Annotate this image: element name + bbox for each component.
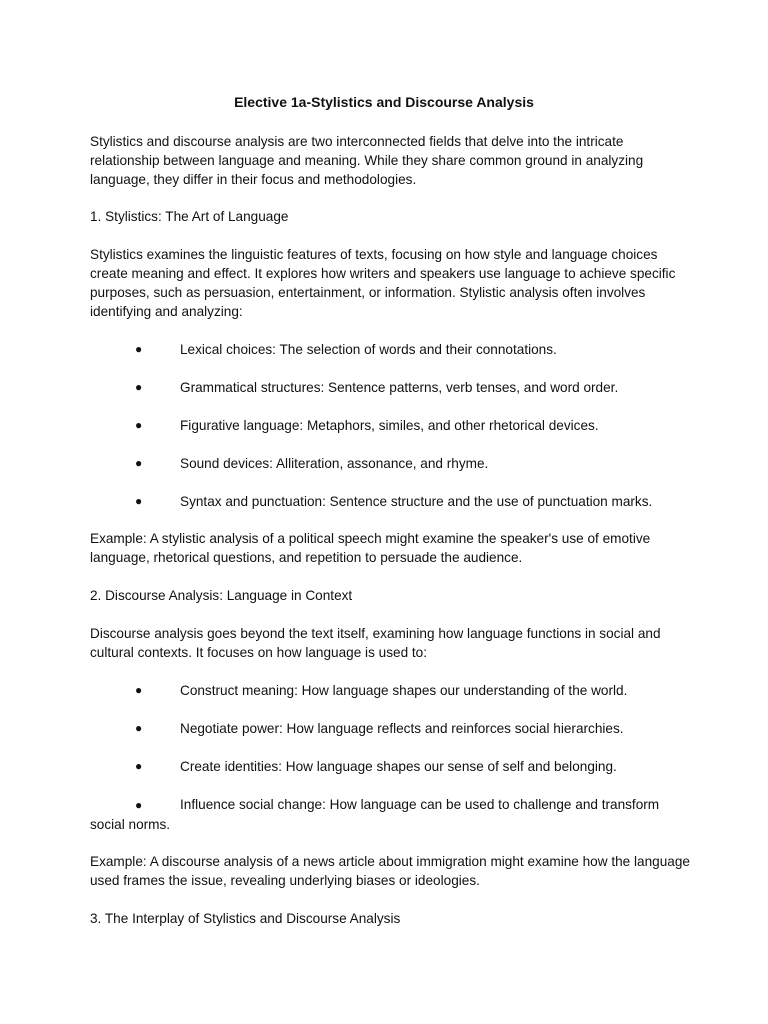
bullet-icon: ●	[135, 418, 143, 432]
bullet-icon: ●	[135, 494, 143, 508]
bullet-icon: ●	[135, 683, 143, 697]
list-item-text: Syntax and punctuation: Sentence structure and the use of punctuation marks.	[180, 494, 653, 509]
list-item-text: Grammatical structures: Sentence patterns, verb tenses, and word order.	[180, 380, 619, 395]
document-title: Elective 1a-Stylistics and Discourse Analysis	[234, 94, 534, 110]
section-2-body: Discourse analysis goes beyond the text itself, examining how language functions in social and cultural contexts. It focuses on how language is used to:	[90, 626, 661, 660]
bullet-icon: ●	[135, 456, 143, 470]
list-item-text: Construct meaning: How language shapes our understanding of the world.	[180, 683, 628, 698]
list-item	[90, 795, 690, 834]
list-item-text: Negotiate power: How language reflects and reinforces social hierarchies.	[180, 721, 624, 736]
list-item-text: Figurative language: Metaphors, similes, and other rhetorical devices.	[180, 418, 599, 433]
bullet-icon: ●	[135, 380, 143, 394]
bullet-icon: ●	[135, 721, 143, 735]
intro-paragraph: Stylistics and discourse analysis are two interconnected fields that delve into the intricate relationship between language and meaning. While they share common ground in analyzing language, they differ in their focus and methodologies.	[90, 134, 644, 187]
bullet-icon: ●	[135, 798, 143, 812]
bullet-icon: ●	[135, 342, 143, 356]
section-3-heading: 3. The Interplay of Stylistics and Discourse Analysis	[90, 911, 401, 926]
list-item-text: Sound devices: Alliteration, assonance, and rhyme.	[180, 456, 489, 471]
section-1-body: Stylistics examines the linguistic features of texts, focusing on how style and language choices create meaning and effect. It explores how writers and speakers use language to achieve specific purposes, such as persuasion, entertainment, or information. Stylistic analysis often involves identifying and analyzing:	[90, 247, 676, 319]
section-2-example: Example: A discourse analysis of a news article about immigration might examine how the language used frames the issue, revealing underlying biases or ideologies.	[90, 854, 690, 888]
section-2-heading: 2. Discourse Analysis: Language in Context	[90, 588, 353, 603]
section-1-heading: 1. Stylistics: The Art of Language	[90, 209, 289, 224]
list-item-text: Create identities: How language shapes our sense of self and belonging.	[180, 759, 617, 774]
list-item-text: Influence social change: How language can be used to challenge and transform social norms.	[90, 797, 660, 832]
bullet-icon: ●	[135, 759, 143, 773]
section-1-example: Example: A stylistic analysis of a political speech might examine the speaker's use of emotive language, rhetorical questions, and repetition to persuade the audience.	[90, 531, 651, 565]
list-item-text: Lexical choices: The selection of words and their connotations.	[180, 342, 557, 357]
